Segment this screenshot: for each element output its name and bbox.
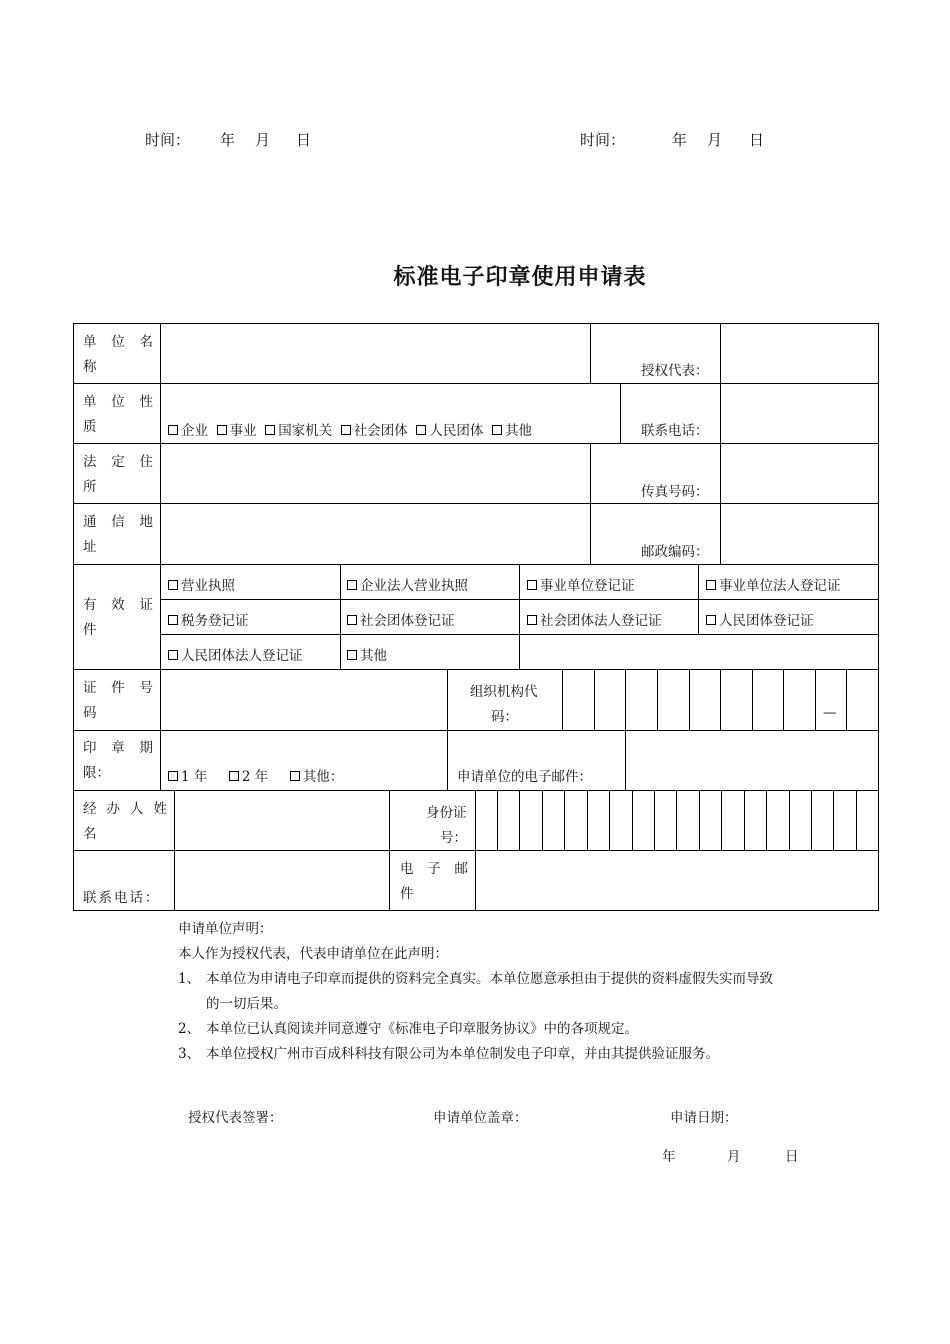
nature-social-group-checkbox[interactable]: 社会团体 bbox=[341, 423, 408, 439]
sign-month: 月 bbox=[727, 1149, 741, 1165]
right-year: 年 bbox=[672, 131, 688, 149]
declaration-item-3-number: 3、 bbox=[178, 1046, 201, 1062]
org-code-label-b: 码： bbox=[491, 709, 518, 725]
left-day: 日 bbox=[296, 131, 312, 149]
declaration-heading: 申请单位声明： bbox=[178, 921, 273, 937]
org-code-label-a: 组织机构代 bbox=[470, 684, 538, 700]
contact-phone-label: 联系电话： bbox=[641, 423, 709, 439]
sign-year: 年 bbox=[662, 1149, 676, 1165]
unit-email-label: 申请单位的电子邮件： bbox=[457, 769, 592, 785]
cert-institution-reg-checkbox[interactable]: 事业单位登记证 bbox=[527, 574, 635, 594]
email-label: 电 子 邮 件 bbox=[400, 861, 468, 902]
cert-number-label: 证 件 号 码 bbox=[83, 680, 153, 721]
apply-date-label: 申请日期： bbox=[670, 1110, 738, 1126]
right-month: 月 bbox=[707, 131, 723, 149]
postcode-label: 邮政编码： bbox=[641, 544, 709, 560]
handler-phone-label: 联系电话： bbox=[83, 890, 161, 906]
cert-corp-license-checkbox[interactable]: 企业法人营业执照 bbox=[347, 574, 468, 594]
cert-social-group-reg-checkbox[interactable]: 社会团体登记证 bbox=[347, 609, 455, 629]
id-card-label-a: 身份证 bbox=[426, 805, 467, 821]
nature-government-checkbox[interactable]: 国家机关 bbox=[265, 423, 332, 439]
term-other-checkbox[interactable]: 其他： bbox=[290, 769, 344, 785]
declaration-item-3: 本单位授权广州市百成科科技有限公司为本单位制发电子印章，并由其提供验证服务。 bbox=[206, 1046, 719, 1062]
term-2-year-checkbox[interactable]: 2 年 bbox=[229, 769, 268, 785]
nature-institution-checkbox[interactable]: 事业 bbox=[217, 423, 257, 439]
cert-tax-reg-checkbox[interactable]: 税务登记证 bbox=[168, 609, 249, 629]
declaration-item-1-number: 1、 bbox=[178, 971, 201, 987]
nature-people-group-checkbox[interactable]: 人民团体 bbox=[416, 423, 483, 439]
left-month: 月 bbox=[255, 131, 271, 149]
id-card-label-b: 号： bbox=[440, 830, 467, 846]
sign-day: 日 bbox=[785, 1149, 799, 1165]
cert-people-group-reg-checkbox[interactable]: 人民团体登记证 bbox=[706, 609, 814, 629]
unit-seal-label: 申请单位盖章： bbox=[433, 1110, 528, 1126]
cert-other-checkbox[interactable]: 其他 bbox=[347, 644, 387, 664]
right-day: 日 bbox=[749, 131, 765, 149]
cert-social-group-legal-checkbox[interactable]: 社会团体法人登记证 bbox=[527, 609, 662, 629]
seal-term-label: 印 章 期 限： bbox=[83, 740, 153, 781]
cert-business-license-checkbox[interactable]: 营业执照 bbox=[168, 574, 235, 594]
unit-name-label: 单 位 名 称 bbox=[83, 334, 153, 375]
fax-label: 传真号码： bbox=[641, 484, 709, 500]
unit-nature-label: 单 位 性 质 bbox=[83, 394, 153, 435]
nature-other-checkbox[interactable]: 其他 bbox=[492, 423, 532, 439]
term-options bbox=[168, 765, 343, 785]
declaration-item-2-number: 2、 bbox=[178, 1021, 201, 1037]
org-code-dash: — bbox=[823, 705, 837, 721]
right-time-label: 时间： bbox=[580, 131, 626, 149]
left-time-label: 时间： bbox=[145, 131, 191, 149]
page-title: 标准电子印章使用申请表 bbox=[393, 264, 647, 290]
term-1-year-checkbox[interactable]: 1 年 bbox=[168, 769, 207, 785]
valid-cert-label: 有 效 证 件 bbox=[83, 597, 153, 638]
declaration-intro: 本人作为授权代表，代表申请单位在此声明： bbox=[178, 946, 448, 962]
cert-institution-legal-checkbox[interactable]: 事业单位法人登记证 bbox=[706, 574, 841, 594]
nature-enterprise-checkbox[interactable]: 企业 bbox=[168, 423, 208, 439]
auth-rep-label: 授权代表： bbox=[641, 363, 709, 379]
cert-people-group-legal-checkbox[interactable]: 人民团体法人登记证 bbox=[168, 644, 303, 664]
legal-address-label: 法 定 住 所 bbox=[83, 454, 153, 495]
declaration-item-2: 本单位已认真阅读并同意遵守《标准电子印章服务协议》中的各项规定。 bbox=[206, 1021, 638, 1037]
declaration-item-1-line-1: 本单位为申请电子印章而提供的资料完全真实。本单位愿意承担由于提供的资料虚假失实而导致 bbox=[206, 971, 773, 987]
handler-name-label: 经 办 人 姓 名 bbox=[83, 801, 167, 842]
declaration-item-1-line-2: 的一切后果。 bbox=[206, 996, 287, 1012]
mail-address-label: 通 信 地 址 bbox=[83, 514, 153, 555]
rep-signature-label: 授权代表签署： bbox=[188, 1110, 283, 1126]
nature-options bbox=[168, 419, 532, 439]
left-year: 年 bbox=[220, 131, 236, 149]
